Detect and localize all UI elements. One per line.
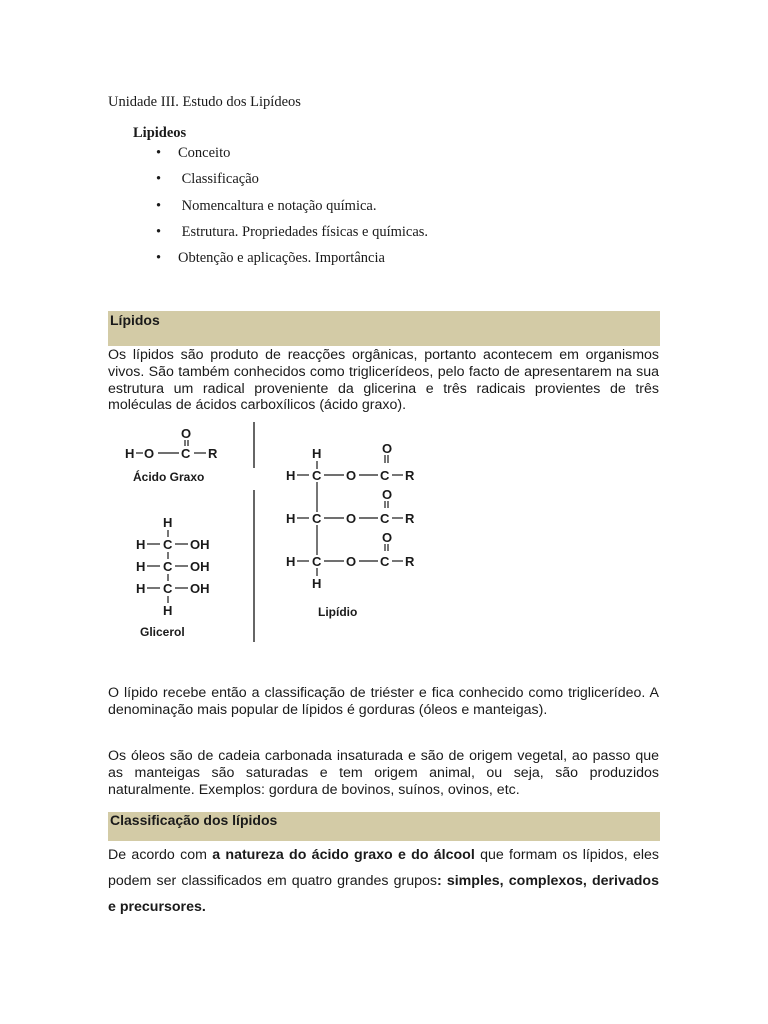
classification-paragraph xyxy=(108,842,659,920)
structure-diagram xyxy=(108,418,538,648)
atom-o: O xyxy=(346,511,357,526)
bullet-icon: • xyxy=(156,250,162,267)
bold-text-run: : simples, complexos, derivados e precursores. xyxy=(108,873,659,915)
atom-o: O xyxy=(346,554,357,569)
atom-o: O xyxy=(382,441,393,456)
list-item-text: Conceito xyxy=(178,145,231,161)
atom-c: C xyxy=(312,511,322,526)
list-item xyxy=(156,224,428,250)
atom-h: H xyxy=(163,603,173,618)
list-item xyxy=(156,171,428,197)
glycerol-structure xyxy=(136,515,210,639)
atom-r: R xyxy=(405,468,415,483)
atom-h: H xyxy=(136,581,146,596)
atom-o: O xyxy=(346,468,357,483)
atom-o: O xyxy=(181,426,192,441)
atom-h: H xyxy=(312,446,322,461)
atom-c: C xyxy=(380,554,390,569)
list-item-text: Classificação xyxy=(178,171,259,188)
section-heading-classification: Classificação dos lípidos xyxy=(108,812,660,841)
chemical-structure-figure xyxy=(108,418,538,648)
list-item-text: Nomencaltura e notação química. xyxy=(178,197,377,214)
atom-h: H xyxy=(312,576,322,591)
atom-h: H xyxy=(136,537,146,552)
atom-c: C xyxy=(163,559,173,574)
bullet-icon: • xyxy=(156,171,162,188)
glycerol-label: Glicerol xyxy=(140,625,185,639)
atom-r: R xyxy=(405,554,415,569)
lipidos-intro-paragraph: Os lípidos são produto de reacções orgânicas, portanto acontecem em organismos vivos. São também conhecidos como triglicerídeos, pelo facto de apresentarem na sua estrutura um radical proveniente da glicerina e três radicais provientes de três moléculas de ácidos carboxílicos (ácido graxo). xyxy=(108,347,659,414)
atom-h: H xyxy=(286,511,296,526)
list-item xyxy=(156,198,428,224)
topic-title: Lipideos xyxy=(133,125,187,141)
fatty-acid-structure xyxy=(125,426,218,484)
atom-c: C xyxy=(163,581,173,596)
list-item-text: Obtenção e aplicações. Importância xyxy=(178,250,385,267)
atom-c: C xyxy=(380,468,390,483)
atom-oh: OH xyxy=(190,559,210,574)
atom-oh: OH xyxy=(190,581,210,596)
atom-h: H xyxy=(163,515,173,530)
atom-r: R xyxy=(208,446,218,461)
text-run: que formam os lípidos, eles podem ser classificados em quatro grandes grupos xyxy=(108,847,659,889)
atom-o: O xyxy=(382,530,393,545)
topic-list xyxy=(156,145,428,276)
atom-c: C xyxy=(181,446,191,461)
atom-h: H xyxy=(125,446,135,461)
atom-r: R xyxy=(405,511,415,526)
lipid-structure xyxy=(286,441,415,619)
atom-h: H xyxy=(286,554,296,569)
atom-c: C xyxy=(380,511,390,526)
list-item xyxy=(156,145,428,171)
bullet-icon: • xyxy=(156,145,162,161)
fatty-acid-label: Ácido Graxo xyxy=(133,470,205,484)
bullet-icon: • xyxy=(156,223,162,240)
section-heading-lipidos: Lípidos xyxy=(108,311,660,346)
bold-text-run: a natureza do ácido graxo e do álcool xyxy=(212,847,475,863)
bullet-icon: • xyxy=(156,197,162,214)
oils-paragraph: Os óleos são de cadeia carbonada insaturada e são de origem vegetal, ao passo que as manteigas são saturadas e tem origem animal, ou seja, são produzidos naturalmente. Exemplos: gordura de bovinos, suínos, ovinos, etc. xyxy=(108,748,659,798)
lipid-label: Lipídio xyxy=(318,605,358,619)
atom-h: H xyxy=(286,468,296,483)
list-item-text: Estrutura. Propriedades físicas e químicas. xyxy=(178,223,429,240)
triester-paragraph: O lípido recebe então a classificação de triéster e fica conhecido como triglicerídeo. A denominação mais popular de lípidos é gorduras (óleos e manteigas). xyxy=(108,685,659,718)
unit-title: Unidade III. Estudo dos Lipídeos xyxy=(108,94,301,110)
atom-c: C xyxy=(312,468,322,483)
atom-c: C xyxy=(163,537,173,552)
atom-o: O xyxy=(382,487,393,502)
atom-h: H xyxy=(136,559,146,574)
atom-c: C xyxy=(312,554,322,569)
list-item xyxy=(156,250,428,276)
atom-oh: OH xyxy=(190,537,210,552)
atom-o: O xyxy=(144,446,155,461)
text-run: De acordo com xyxy=(108,847,213,863)
